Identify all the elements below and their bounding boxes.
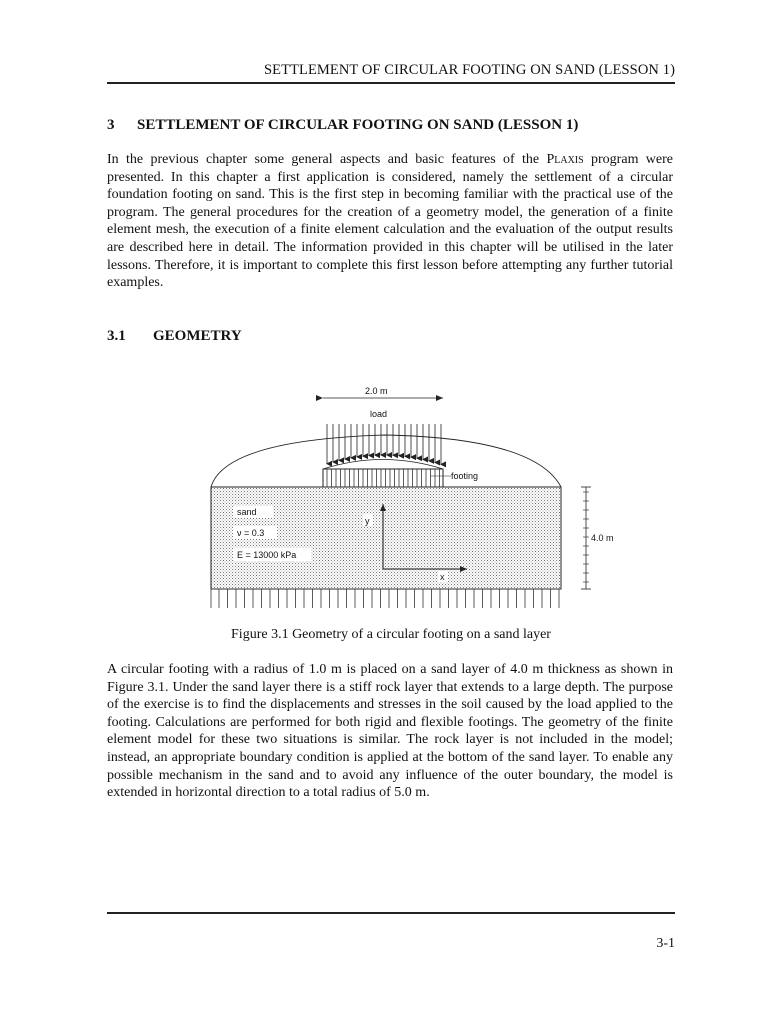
subsection-title: GEOMETRY bbox=[153, 328, 242, 344]
subsection-heading bbox=[107, 328, 242, 345]
section-heading bbox=[107, 117, 578, 134]
y-axis-label: y bbox=[365, 516, 370, 526]
load-arrows bbox=[327, 424, 441, 464]
geometry-figure bbox=[205, 380, 625, 615]
young-modulus-label: E = 13000 kPa bbox=[237, 550, 297, 560]
depth-label: 4.0 m bbox=[591, 533, 614, 543]
x-axis-label: x bbox=[440, 572, 445, 582]
program-name: Plaxis bbox=[546, 152, 584, 167]
page-number: 3-1 bbox=[656, 936, 675, 951]
footing bbox=[323, 469, 443, 487]
header-rule bbox=[107, 82, 675, 84]
footing-top-curve bbox=[323, 460, 443, 470]
intro-text-rest: program were presented. In this chapter a first application is considered, namely the settlement of a circular foundation footing on sand. This is the first step in becoming familiar with the practical use of the program. The general procedures for the creation of a geometry model, the generation of a finite element mesh, the execution of a finite element calculation and the evaluation of the output results are described here in detail. The information provided in this chapter will be utilised in the later lessons. Therefore, it is important to complete this first lesson before attempting any further tutorial examples. bbox=[107, 152, 673, 291]
sand-label: sand bbox=[237, 507, 257, 517]
section-number: 3 bbox=[107, 117, 115, 133]
body-paragraph: A circular footing with a radius of 1.0 m is placed on a sand layer of 4.0 m thickness as shown in Figure 3.1. Under the sand layer there is a stiff rock layer that extends to a large depth. The purpose of the exercise is to find the displacements and stresses in the soil caused by the load applied to the footing. Calculations are performed for both rigid and flexible footings. The geometry of the finite element model for these two situations is similar. The rock layer is not included in the model; instead, an appropriate boundary condition is applied at the bottom of the sand layer. To enable any possible mechanism in the sand and to avoid any influence of the outer boundary, the model is extended in horizontal direction to a total radius of 5.0 m. bbox=[107, 662, 673, 801]
footer-rule bbox=[107, 912, 675, 914]
footing-label: footing bbox=[451, 471, 479, 481]
load-label: load bbox=[370, 409, 388, 419]
rock-hatch-lines bbox=[219, 589, 559, 608]
running-header: SETTLEMENT OF CIRCULAR FOOTING ON SAND (LESSON 1) bbox=[263, 62, 675, 78]
figure-caption: Figure 3.1 Geometry of a circular footing on a sand layer bbox=[231, 627, 551, 642]
intro-paragraph bbox=[107, 151, 673, 292]
rock-boundary-hatching bbox=[211, 589, 561, 608]
section-title: SETTLEMENT OF CIRCULAR FOOTING ON SAND (LESSON 1) bbox=[137, 117, 579, 133]
geometry-diagram bbox=[205, 380, 625, 615]
subsection-number: 3.1 bbox=[107, 328, 126, 344]
width-label: 2.0 m bbox=[365, 386, 388, 396]
poisson-ratio-label: ν = 0.3 bbox=[237, 528, 265, 538]
intro-text-start: In the previous chapter some general aspects and basic features of the bbox=[107, 152, 547, 167]
depth-dimension bbox=[581, 487, 591, 589]
